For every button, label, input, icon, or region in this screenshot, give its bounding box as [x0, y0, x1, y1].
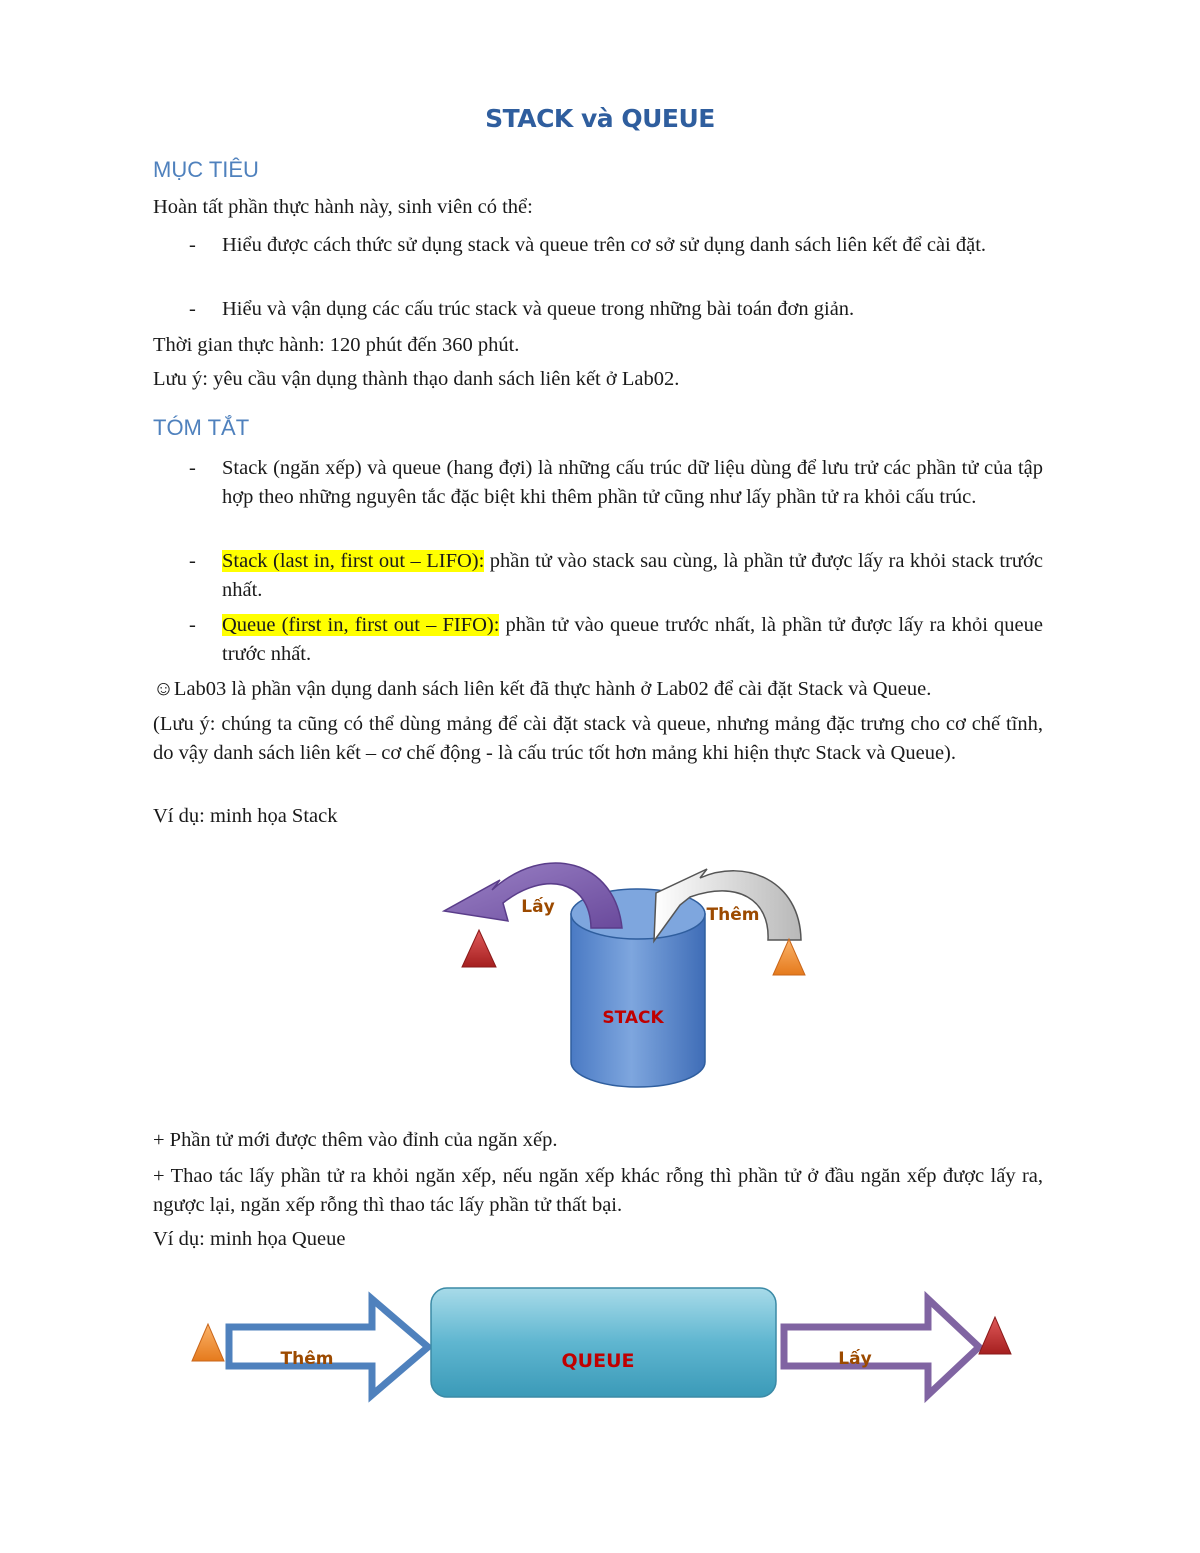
queue-add-triangle-icon	[192, 1324, 224, 1361]
stack-point-1: + Phần tử mới được thêm vào đỉnh của ngăn xếp.	[153, 1129, 558, 1151]
objectives-intro: Hoàn tất phần thực hành này, sinh viên có thể:	[153, 196, 533, 218]
objectives-note: Lưu ý: yêu cầu vận dụng thành thạo danh sách liên kết ở Lab02.	[153, 368, 680, 390]
queue-box	[431, 1288, 776, 1397]
queue-take-label: Lấy	[838, 1349, 872, 1369]
bullet-text: Stack (ngăn xếp) và queue (hang đợi) là những cấu trúc dữ liệu dùng để lưu trử các phần tử của tập hợp theo những nguyên tắc đặc biệt khi thêm phần tử cũng như lấy phần tử ra khỏi cấu trúc.	[222, 457, 1043, 508]
stack-example-caption: Ví dụ: minh họa Stack	[153, 805, 338, 827]
bullet-rest: phần tử vào stack sau cùng, là phần tử được lấy ra khỏi stack trước nhất.	[222, 550, 1043, 601]
queue-example-caption: Ví dụ: minh họa Queue	[153, 1228, 346, 1250]
lab-note: ☺Lab03 là phần vận dụng danh sách liên kết đã thực hành ở Lab02 để cài đặt Stack và Queue.	[153, 678, 932, 700]
queue-add-label: Thêm	[280, 1349, 334, 1369]
queue-label: QUEUE	[561, 1350, 635, 1372]
page-title: STACK và QUEUE	[485, 104, 715, 133]
queue-take-triangle-icon	[979, 1317, 1011, 1354]
bullet-dash: -	[189, 614, 196, 636]
bullet-dash: -	[189, 234, 196, 256]
stack-add-label: Thêm	[706, 905, 760, 925]
queue-add-arrow-icon	[229, 1299, 428, 1395]
bullet-dash: -	[189, 457, 196, 479]
highlight-fifo: Queue (first in, first out – FIFO):	[222, 614, 500, 636]
stack-label: STACK	[602, 1008, 664, 1028]
bullet-rest: phần tử vào queue trước nhất, là phần tử được lấy ra khỏi queue trước nhất.	[222, 614, 1043, 665]
bullet-text: Hiểu và vận dụng các cấu trúc stack và queue trong những bài toán đơn giản.	[222, 298, 855, 320]
bullet-dash: -	[189, 550, 196, 572]
bullet-text: Hiểu được cách thức sử dụng stack và queue trên cơ sở sử dụng danh sách liên kết để cài đặt.	[222, 234, 987, 256]
bullet-dash: -	[189, 298, 196, 320]
practice-time: Thời gian thực hành: 120 phút đến 360 phút.	[153, 334, 520, 356]
summary-heading: TÓM TẮT	[153, 415, 250, 440]
array-note: (Lưu ý: chúng ta cũng có thể dùng mảng để cài đặt stack và queue, nhưng mảng đặc trưng cho cơ chế tĩnh, do vậy danh sách liên kết – cơ chế động - là cấu trúc tốt hơn mảng khi hiện thực Stack và Queue).	[153, 713, 1043, 764]
highlight-lifo: Stack (last in, first out – LIFO):	[222, 550, 485, 572]
objectives-heading: MỤC TIÊU	[153, 157, 259, 182]
stack-point-2: + Thao tác lấy phần tử ra khỏi ngăn xếp, nếu ngăn xếp khác rỗng thì phần tử ở đầu ngăn xếp được lấy ra, ngược lại, ngăn xếp rỗng thì thao tác lấy phần tử thất bại.	[153, 1165, 1043, 1216]
queue-take-arrow-icon	[784, 1299, 979, 1395]
stack-take-label: Lấy	[521, 897, 555, 917]
